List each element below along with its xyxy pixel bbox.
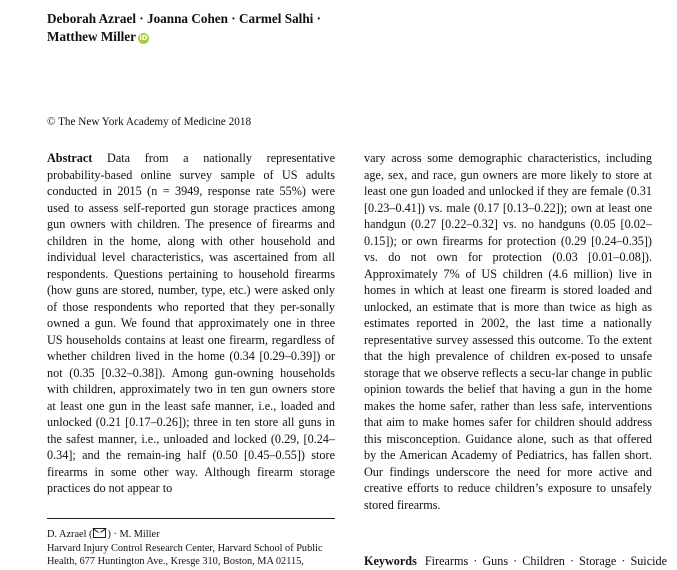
abstract-right-column [364,150,652,513]
authors-line-2-wrap [47,28,347,46]
keyword-separator: · [473,554,478,568]
keyword-separator: · [513,554,518,568]
abstract-text-right: vary across some demographic characteristics, including age, sex, and race, gun owners are more likely to store at least one gun loaded and unlocked if they are female (0.31 [0.23–0.41]) vs. male (0.17 [0.13–0.22]); own at least one handgun (0.27 [0.22–0.32] vs. no handguns (0.05 [0.02–0.15]); or own firearms for protection (0.29 [0.24–0.35]) vs. do not own for protection (0.03 [0.01–0.08]). Approximately 7% of US children (4.6 million) live in homes in which at least one firearm is stored loaded and unlocked, an estimate that is more than twice as high as estimates reported in 2002, the last time a nationally representative survey assessed this outcome. To the extent that the high prevalence of children ex-posed to unsafe storage that we observe reflects a secu-lar change in public opinion towards the belief that having a gun in the home makes the home safer, rather than less safe, interventions that aim to make homes safer for children should address this misconception. Guidance alone, such as that offered by the American Academy of Pediatrics, has fallen short. Our findings underscore the need for more active and creative efforts to reduce children’s exposure to unsafely stored firearms. [364,151,652,512]
envelope-icon[interactable] [93,528,106,538]
affiliation-text: Harvard Injury Control Research Center, Harvard School of Public Health, 677 Huntington Ave., Kresge 310, Boston, MA 02115, [47,542,323,568]
correspondence-line [47,528,347,542]
abstract-text-left: Data from a nationally representative probability-based online survey sample of US adults conducted in 2015 (n = 3949, response rate 55%) were used to assess self-reported gun storage practices among gun owners with children. The presence of firearms and children in the home, along with other household and individual level characteristics, was ascertained from all respondents. Questions pertaining to household firearms (how guns are stored, number, type, etc.) were asked only of those respondents who reported that they per-sonally owned a gun. We found that approximately one in three US households contains at least one firearm, regardless of whether children lived in the home (0.34 [0.29–0.39]) or not (0.35 [0.32–0.38]). Among gun-owning households with children, approximately two in ten gun owners store at least one gun in the least safe manner, i.e., loaded and unlocked (0.21 [0.17–0.26]); three in ten store all guns in the safest manner, i.e., unloaded and locked (0.29, [0.24–0.34]; and the remain-ing half (0.50 [0.45–0.55]) store firearms in some other way. Although firearm storage practices do not appear to [47,151,335,495]
footnote-divider [47,518,335,519]
abstract-heading: Abstract [47,151,93,165]
author-affiliation [47,528,347,569]
keyword: Storage [579,554,617,568]
authors-line-2: Matthew Miller [47,29,136,44]
copyright-notice: © The New York Academy of Medicine 2018 [47,116,252,128]
abstract-left-column [47,150,335,497]
author-list [47,10,347,46]
authors-line-1: Deborah Azrael · Joanna Cohen · Carmel Salhi · [47,11,322,26]
orcid-icon[interactable]: iD [139,34,148,42]
contact-prefix: D. Azrael ( [47,529,93,540]
keyword-separator: · [621,554,626,568]
keyword: Children [522,554,565,568]
keywords [364,554,667,569]
keywords-label: Keywords [364,554,417,568]
keyword: Guns [482,554,509,568]
keyword: Firearms [424,554,469,568]
keyword-separator: · [569,554,574,568]
keyword: Suicide [630,554,667,568]
contact-suffix: ) · M. Miller [107,529,160,540]
